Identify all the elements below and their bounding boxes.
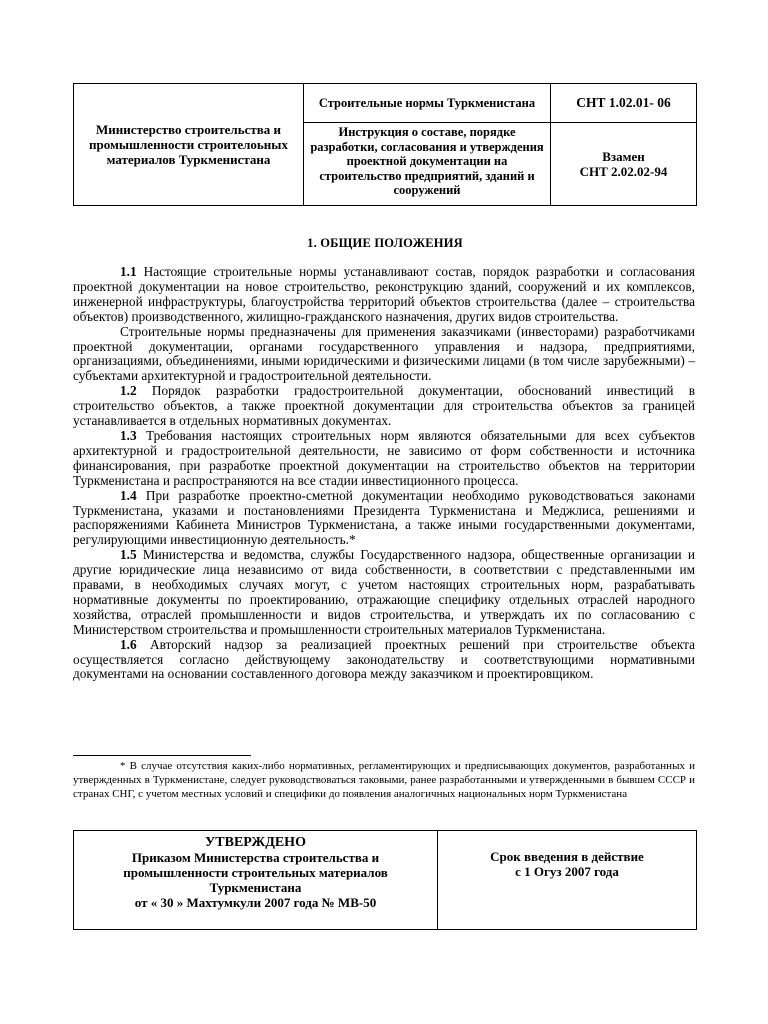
norms-title: Строительные нормы Туркменистана (304, 84, 551, 123)
footnote-text: * В случае отсутствия каких-либо нормативных, регламентирующих и предписывающих документов, разработанных и утвержденных в Туркменистане, следует руководствоваться таковыми, ранее разработанными и утвержденными в бывшем СССР и странах СНГ, с учетом местных условий и специфики до появления аналогичных национальных норм Туркменистана (73, 760, 695, 800)
effective-date: с 1 Огуз 2007 года (515, 864, 619, 879)
footnote (73, 759, 695, 801)
document-code: СНТ 1.02.01- 06 (551, 84, 697, 123)
paragraph-text: Требования настоящих строительных норм являются обязательными для всех субъектов архитектурной и градостроительной деятельности, не зависимо от форм собственности и источника финансирования, при разработке проектной документации на строительство объектов на территории Туркменистана и распространяются на все стадии инвестиционного процесса. (73, 427, 695, 488)
paragraph-number: 1.5 (120, 547, 137, 563)
paragraph (73, 638, 695, 683)
paragraph-text: Авторский надзор за реализацией проектных решений при строительстве объекта осуществляется согласно действующему законодательству и соответствующими нормативными документами на основании составленного договора между заказчиком и проектировщиком. (73, 636, 695, 682)
paragraph-number: 1.6 (120, 636, 137, 652)
paragraph (73, 325, 695, 385)
paragraph-text: При разработке проектно-сметной документации необходимо руководствоваться законами Туркменистана, указами и постановлениями Президента Туркменистана и Меджлиса, решениями и распоряжениями Кабинета Министров Туркменистана, а также иными государственными документами, регулирующими инвестиционную деятельность.* (73, 487, 695, 548)
effective-cell (438, 831, 697, 930)
paragraph (73, 489, 695, 549)
paragraph (73, 384, 695, 429)
approval-cell (74, 831, 438, 930)
section-title: 1. ОБЩИЕ ПОЛОЖЕНИЯ (307, 236, 463, 250)
instruction-title: Инструкция о составе, порядке разработки, согласования и утверждения проектной документации на строительство предприятий, зданий и сооружений (304, 123, 551, 206)
footnote-divider (73, 755, 251, 756)
approval-heading: УТВЕРЖДЕНО (205, 835, 306, 850)
replaces-label: Взамен (602, 149, 645, 164)
paragraph-text: Настоящие строительные нормы устанавливают состав, порядок разработки и согласования проектной документации на новое строительство, реконструкцию зданий, сооружений и их комплексов, инженерной инфраструктуры, благоустройства территорий объектов строительства (далее – строительства объектов) производственного, жилищно-гражданского назначения, других видов строительства. (73, 264, 695, 324)
section-body (73, 265, 695, 682)
paragraph-number: 1.1 (120, 264, 137, 279)
approval-order: Приказом Министерства строительства и промышленности строительных материалов Туркменистана (123, 850, 388, 895)
paragraph-number: 1.4 (120, 487, 137, 503)
replaces-code: СНТ 2.02.02-94 (579, 164, 668, 179)
paragraph-text: Порядок разработки градостроительной документации, обоснований инвестиций в строительство объектов, а также проектной документации для строительства объектов за границей устанавливается в отдельных нормативных документах. (73, 383, 695, 429)
paragraph (73, 548, 695, 637)
paragraph (73, 265, 695, 325)
organization-name: Министерство строительства и промышленности строителоьных материалов Туркменистана (74, 84, 304, 206)
replaces-cell (551, 123, 697, 206)
paragraph (73, 429, 695, 489)
effective-label: Срок введения в действие (490, 849, 644, 864)
paragraph-number: 1.3 (120, 427, 137, 443)
approval-date: от « 30 » Махтумкули 2007 года № МВ-50 (134, 895, 377, 910)
paragraph-number: 1.2 (120, 383, 137, 399)
header-table (73, 83, 697, 206)
approval-table (73, 830, 697, 930)
paragraph-text: Строительные нормы предназначены для применения заказчиками (инвесторами) разработчиками проектной документации, органами государственного управления и надзора, предприятиями, организациями, объединениями, иными юридическими и физическими лицами (в том числе зарубежными) – субъектами архитектурной и градостроительной деятельности. (73, 323, 695, 384)
paragraph-text: Министерства и ведомства, службы Государственного надзора, общественные организации и другие юридические лица независимо от вида собственности, в соответствии с представленными им правами, в необходимых случаях могут, с учетом настоящих строительных норм, разрабатывать нормативные документы по проектированию, отражающие специфику отдельных отраслей народного хозяйства, отраслей промышленности и видов строительства, и утверждать их по согласованию с Министерством строительства и промышленности строительных материалов Туркменистана. (73, 547, 695, 637)
